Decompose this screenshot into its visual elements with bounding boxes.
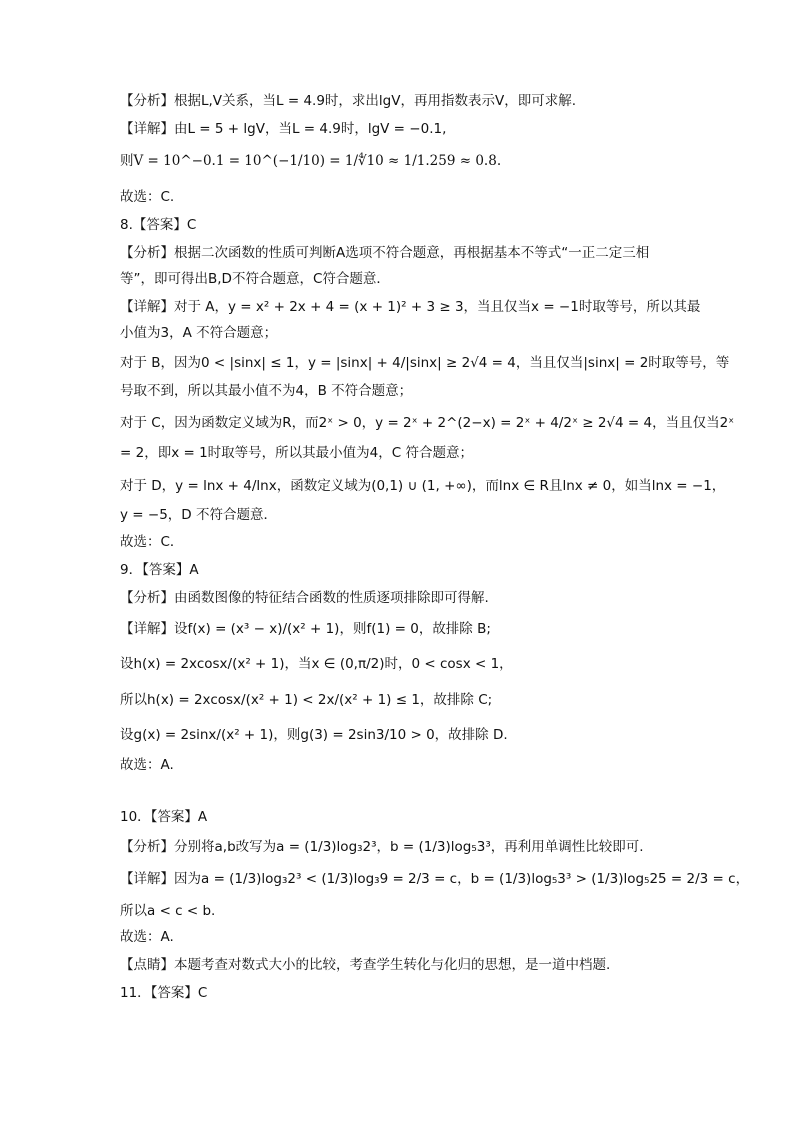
solution-q8-a: 【详解】对于 A，y = x² + 2x + 4 = (x + 1)² + 3 ≥ 3，当且仅当x = −1时取等号，所以其最 (120, 299, 701, 315)
solution-q8-b: 对于 B，因为0 < |sinx| ≤ 1，y = |sinx| + 4/|sinx| ≥ 2√4 = 4，当且仅当|sinx| = 2时取等号，等 (120, 355, 730, 371)
choice-q7: 故选：C. (120, 189, 175, 205)
analysis-q8: 【分析】根据二次函数的性质可判断A选项不符合题意，再根据基本不等式“一正二定三相 (120, 245, 650, 261)
choice-q9: 故选：A. (120, 757, 174, 773)
solution-q7-calc: 则V = 10^−0.1 = 10^(−1/10) = 1/∜10 ≈ 1/1.259 ≈ 0.8. (120, 153, 502, 169)
solution-q8-d: 对于 D，y = lnx + 4/lnx，函数定义域为(0,1) ∪ (1, +∞)，而lnx ∈ R且lnx ≠ 0，如当lnx = −1， (120, 478, 726, 494)
solution-q10: 【详解】因为a = (1/3)log₃2³ < (1/3)log₃9 = 2/3 = c，b = (1/3)log₅3³ > (1/3)log₅25 = 2/3 = c， (120, 871, 750, 887)
choice-q8: 故选：C． (120, 534, 184, 550)
solution-q8-c: 对于 C，因为函数定义域为R，而2ˣ > 0，y = 2ˣ + 2^(2−x) = 2ˣ + 4/2ˣ ≥ 2√4 = 4，当且仅当2ˣ (120, 415, 735, 431)
analysis-q7: 【分析】根据L,V关系，当L = 4.9时，求出lgV，再用指数表示V，即可求解. (120, 93, 577, 109)
solution-q10-conclusion: 所以a < c < b. (120, 903, 216, 919)
solution-q8-c-cont: = 2，即x = 1时取等号，所以其最小值为4，C 符合题意； (120, 445, 473, 461)
answer-q11: 11．【答案】C (120, 985, 208, 1001)
solution-q9-f: 【详解】设f(x) = (x³ − x)/(x² + 1)，则f(1) = 0，故排除 B; (120, 621, 491, 637)
analysis-q9: 【分析】由函数图像的特征结合函数的性质逐项排除即可得解. (120, 590, 489, 606)
answer-q10: 10．【答案】A (120, 809, 208, 825)
answer-q8: 8.【答案】C (120, 217, 197, 233)
solution-q7: 【详解】由L = 5 + lgV，当L = 4.9时，lgV = −0.1, (120, 121, 447, 137)
solution-q8-a-cont: 小值为3，A 不符合题意； (120, 325, 278, 341)
solution-q8-d-cont: y = −5，D 不符合题意． (120, 507, 277, 523)
analysis-q8-cont: 等”，即可得出B,D不符合题意，C符合题意． (120, 271, 390, 287)
solution-q9-h-bound: 所以h(x) = 2xcosx/(x² + 1) < 2x/(x² + 1) ≤ 1，故排除 C; (120, 692, 493, 708)
answer-q9: 9．【答案】A (120, 562, 199, 578)
choice-q10: 故选：A. (120, 929, 174, 945)
analysis-q10: 【分析】分别将a,b改写为a = (1/3)log₃2³，b = (1/3)log₅3³，再利用单调性比较即可. (120, 839, 644, 855)
solution-q9-h: 设h(x) = 2xcosx/(x² + 1)，当x ∈ (0,π/2)时，0 < cosx < 1， (120, 656, 513, 672)
solution-q8-b-cont: 号取不到，所以其最小值不为4，B 不符合题意； (120, 383, 413, 399)
remark-q10: 【点睛】本题考查对数式大小的比较，考查学生转化与化归的思想，是一道中档题. (120, 957, 611, 973)
solution-q9-g: 设g(x) = 2sinx/(x² + 1)，则g(3) = 2sin3/10 > 0，故排除 D. (120, 727, 508, 743)
